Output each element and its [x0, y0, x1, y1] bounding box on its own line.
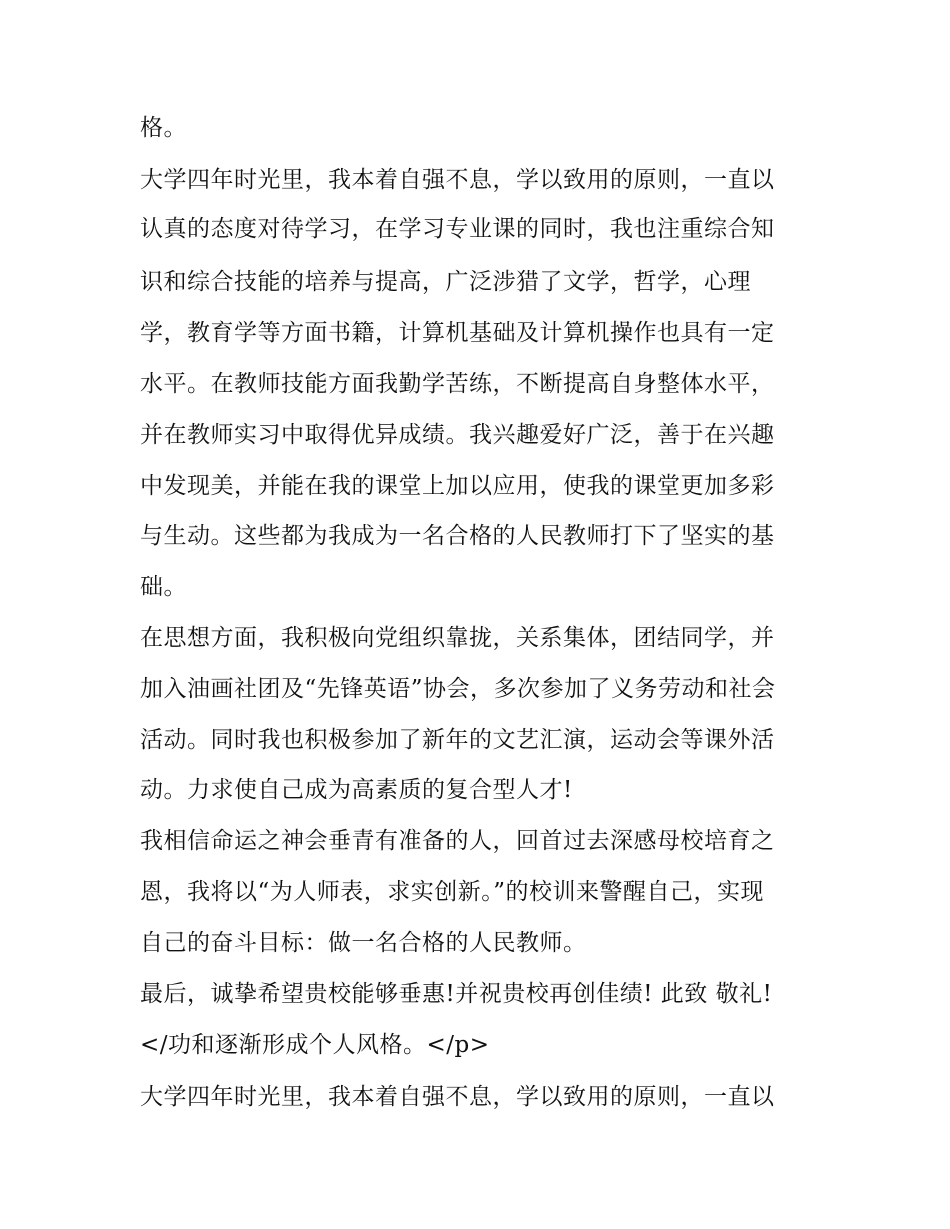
text-line: 活动。同时我也积极参加了新年的文艺汇演，运动会等课外活 [140, 727, 775, 753]
text-line: 大学四年时光里，我本着自强不息，学以致用的原则，一直以 [140, 167, 775, 193]
text-line: 识和综合技能的培养与提高，广泛涉猎了文学，哲学，心理 [140, 269, 751, 295]
text-line: 加入油画社团及“先锋英语”协会，多次参加了义务劳动和社会 [140, 676, 776, 702]
text-line: 自己的奋斗目标：做一名合格的人民教师。 [140, 930, 587, 956]
text-line: </功和逐渐形成个人风格。</p> [140, 1032, 490, 1058]
text-line: 中发现美，并能在我的课堂上加以应用，使我的课堂更加多彩 [140, 473, 775, 499]
text-line: 恩，我将以“为人师表，求实创新。”的校训来警醒自己，实现 [140, 879, 765, 905]
text-line: 动。力求使自己成为高素质的复合型人才! [140, 777, 573, 803]
text-line: 我相信命运之神会垂青有准备的人，回首过去深感母校培育之 [140, 828, 775, 854]
text-line: 在思想方面，我积极向党组织靠拢，关系集体，团结同学，并 [140, 625, 775, 651]
text-line: 认真的态度对待学习，在学习专业课的同时，我也注重综合知 [140, 216, 775, 242]
text-line: 格。 [140, 115, 187, 141]
text-line: 并在教师实习中取得优异成绩。我兴趣爱好广泛，善于在兴趣 [140, 422, 775, 448]
text-line: 大学四年时光里，我本着自强不息，学以致用的原则，一直以 [140, 1084, 775, 1110]
text-line: 与生动。这些都为我成为一名合格的人民教师打下了坚实的基 [140, 523, 775, 549]
text-line: 最后，诚挚希望贵校能够垂惠!并祝贵校再创佳绩! 此致 敬礼! [140, 981, 773, 1007]
text-line: 学，教育学等方面书籍，计算机基础及计算机操作也具有一定 [140, 320, 775, 346]
text-line: 础。 [140, 574, 187, 600]
text-line: 水平。在教师技能方面我勤学苦练，不断提高自身整体水平， [140, 371, 775, 397]
